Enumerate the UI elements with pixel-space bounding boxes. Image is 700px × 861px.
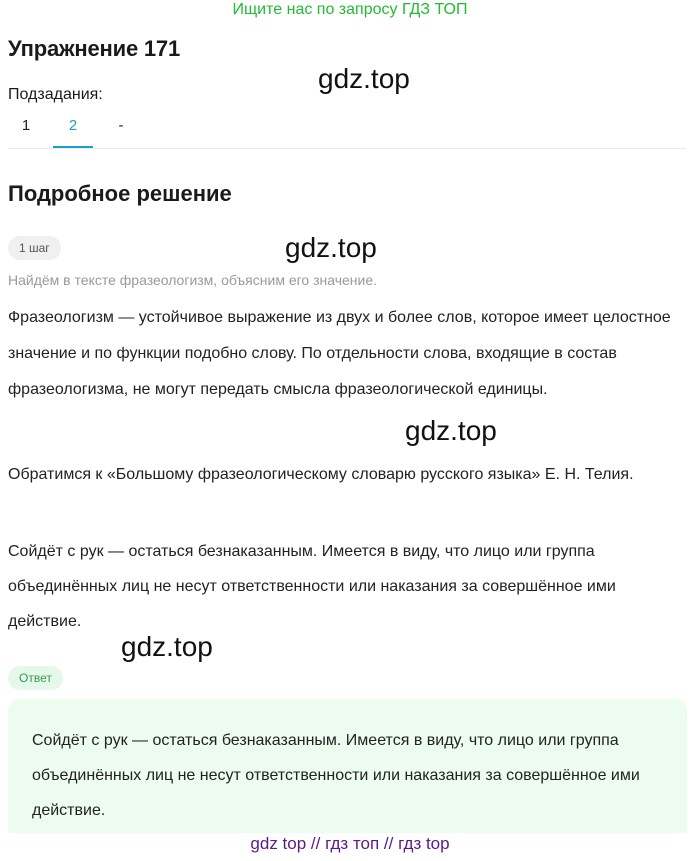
watermark: gdz.top [318, 63, 410, 94]
tab-subtask-none[interactable]: - [118, 117, 124, 134]
footer-watermark: gdz top // гдз топ // гдз top [250, 834, 450, 853]
answer-box [8, 699, 687, 833]
watermark: gdz.top [405, 415, 497, 446]
solution-paragraph: Сойдёт с рук — остаться безнаказанным. Имеется в виду, что лицо или группа объединённых лиц не несут ответственности или наказания за совершённое ими действие. [8, 543, 616, 630]
promo-banner: Ищите нас по запросу ГДЗ ТОП [232, 1, 468, 18]
solution-paragraph: Обратимся к «Большому фразеологическому словарю русского языка» Е. Н. Телия. [8, 466, 634, 483]
solution-title: Подробное решение [8, 181, 232, 206]
page-title: Упражнение 171 [8, 36, 180, 61]
subtasks-tabs [8, 112, 686, 149]
step-badge: 1 шаг [8, 236, 61, 260]
answer-text: Сойдёт с рук — остаться безнаказанным. Имеется в виду, что лицо или группа объединённых лиц не несут ответственности или наказания за совершённое ими действие. [32, 732, 640, 819]
watermark: gdz.top [285, 232, 377, 263]
step-hint: Найдём в тексте фразеологизм, объясним его значение. [8, 272, 378, 288]
answer-badge: Ответ [8, 666, 63, 690]
subtasks-label: Подзадания: [8, 86, 103, 103]
watermark: gdz.top [121, 631, 213, 662]
solution-paragraph: Фразеологизм — устойчивое выражение из двух и более слов, которое имеет целостное значение и по функции подобно слову. По отдельности слова, входящие в состав фразеологизма, не могут передать смысла фразеологической единицы. [8, 309, 671, 398]
tab-subtask-2-active[interactable]: 2 [53, 112, 93, 148]
tab-subtask-1[interactable]: 1 [21, 117, 31, 134]
